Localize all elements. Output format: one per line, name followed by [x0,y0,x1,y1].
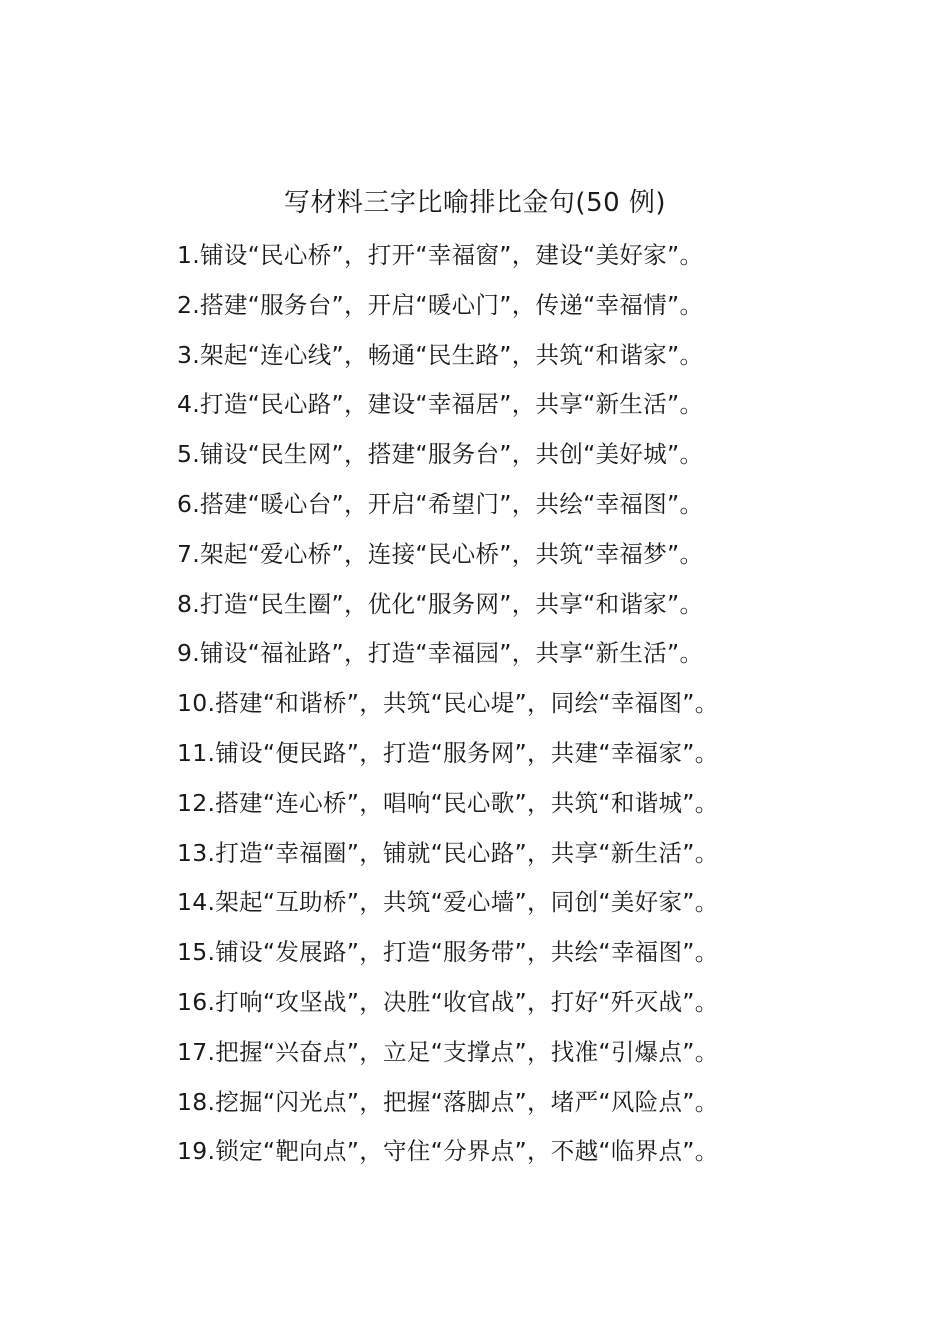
list-item: 13.打造“幸福圈”，铺就“民心路”，共享“新生活”。 [177,838,719,867]
sentence-list [177,235,877,1181]
list-item: 15.铺设“发展路”，打造“服务带”，共绘“幸福图”。 [177,938,719,967]
document-title: 写材料三字比喻排比金句(50 例) [283,188,667,218]
list-item: 3.架起“连心线”，畅通“民生路”，共筑“和谐家”。 [177,340,704,369]
list-item: 16.打响“攻坚战”，决胜“收官战”，打好“歼灭战”。 [177,987,719,1016]
list-item: 10.搭建“和谐桥”，共筑“民心堤”，同绘“幸福图”。 [177,689,719,718]
list-item: 18.挖掘“闪光点”，把握“落脚点”，堵严“风险点”。 [177,1087,719,1116]
list-item: 19.锁定“靶向点”，守住“分界点”，不越“临界点”。 [177,1137,719,1166]
list-item: 9.铺设“福祉路”，打造“幸福园”，共享“新生活”。 [177,639,704,668]
list-item: 12.搭建“连心桥”，唱响“民心歌”，共筑“和谐城”。 [177,788,719,817]
list-item: 14.架起“互助桥”，共筑“爱心墙”，同创“美好家”。 [177,888,719,917]
list-item: 6.搭建“暖心台”，开启“希望门”，共绘“幸福图”。 [177,489,704,518]
list-item: 4.打造“民心路”，建设“幸福居”，共享“新生活”。 [177,390,704,419]
list-item: 11.铺设“便民路”，打造“服务网”，共建“幸福家”。 [177,738,719,767]
list-item: 17.把握“兴奋点”，立足“支撑点”，找准“引爆点”。 [177,1037,719,1066]
list-item: 1.铺设“民心桥”，打开“幸福窗”，建设“美好家”。 [177,241,704,269]
list-item: 7.架起“爱心桥”，连接“民心桥”，共筑“幸福梦”。 [177,539,704,568]
list-item: 5.铺设“民生网”，搭建“服务台”，共创“美好城”。 [177,440,704,469]
list-item: 2.搭建“服务台”，开启“暖心门”，传递“幸福情”。 [177,290,704,319]
list-item: 8.打造“民生圈”，优化“服务网”，共享“和谐家”。 [177,589,704,618]
